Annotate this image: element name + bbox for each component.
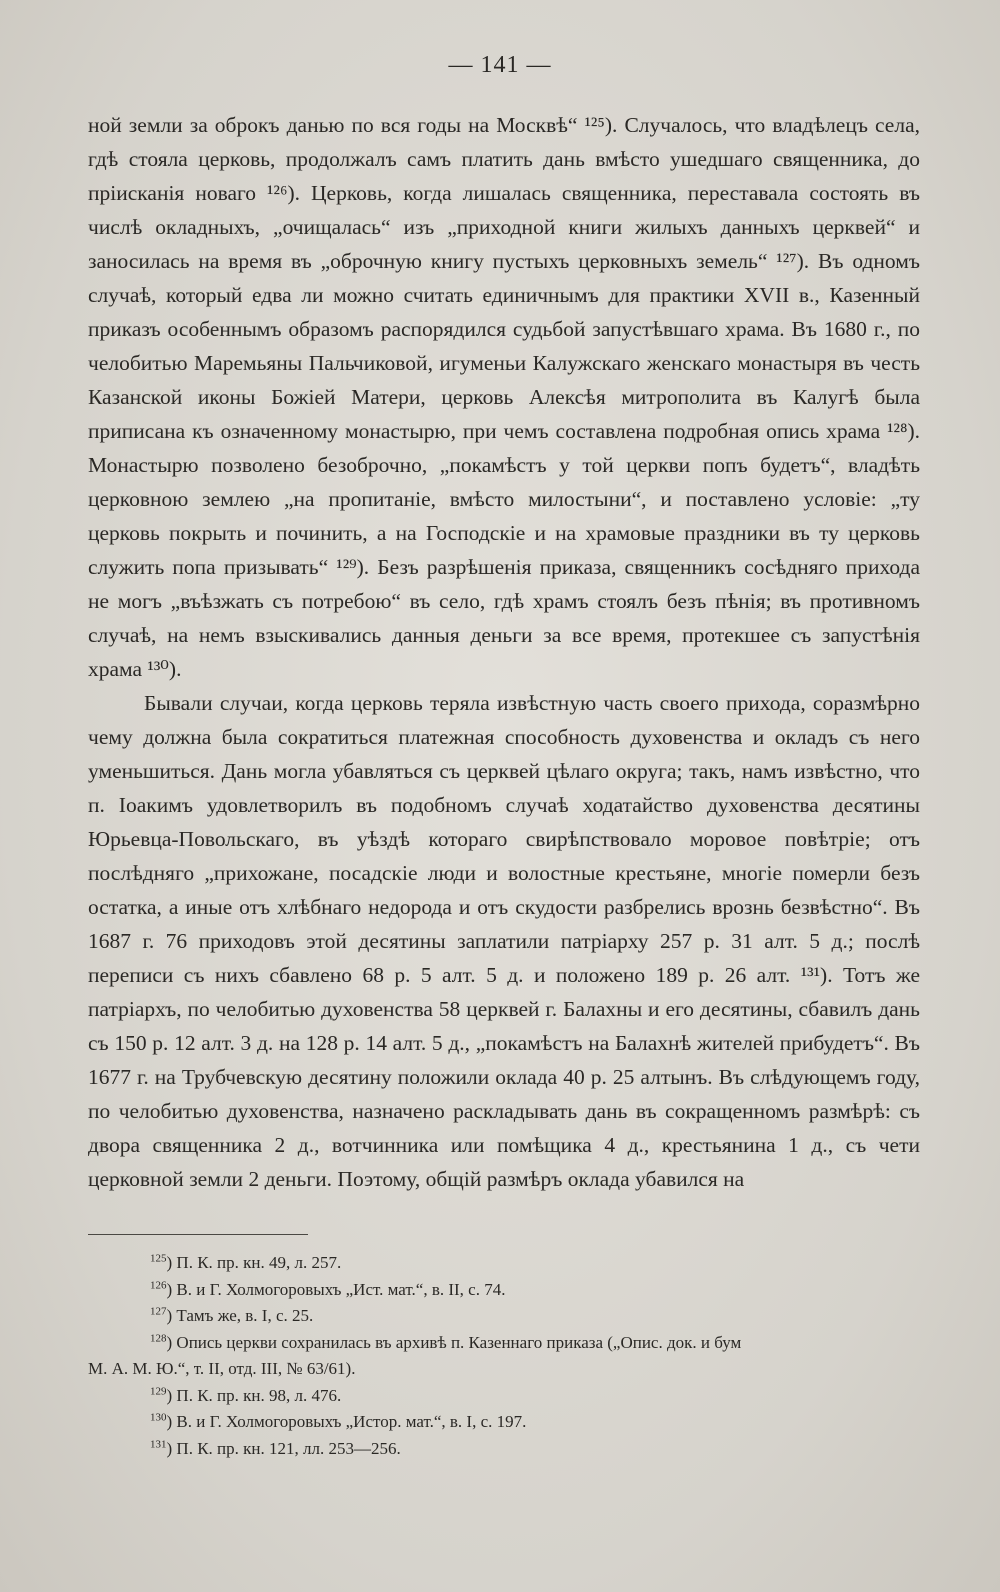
footnote-text: ) Опись церкви сохранилась въ архивѣ п. Казеннаго приказа („Опис. док. и бум (166, 1332, 742, 1352)
footnote-130 (88, 1409, 920, 1436)
footnote-number: 129 (150, 1384, 167, 1397)
footnote-128-continued (88, 1356, 920, 1383)
footnote-131 (88, 1436, 920, 1463)
footnote-number: 128 (150, 1331, 167, 1344)
footnote-129 (88, 1383, 920, 1410)
footnote-text: М. А. М. Ю.“, т. II, отд. III, № 63/61). (88, 1359, 356, 1378)
footnote-text: ) П. К. пр. кн. 121, лл. 253—256. (166, 1438, 401, 1458)
footnote-127 (88, 1303, 920, 1330)
footnote-text: ) В. и Г. Холмогоровыхъ „Ист. мат.“, в. II, с. 74. (166, 1279, 506, 1299)
footnote-128 (88, 1330, 920, 1357)
footnote-divider (88, 1234, 308, 1235)
footnote-125 (88, 1250, 920, 1277)
footnote-text: ) В. и Г. Холмогоровыхъ „Истор. мат.“, в. I, с. 197. (166, 1412, 527, 1431)
main-text (88, 108, 920, 1196)
footnote-number: 125 (150, 1252, 167, 1265)
footnote-text: ) П. К. пр. кн. 49, л. 257. (166, 1253, 342, 1272)
footnote-126 (88, 1277, 920, 1304)
footnote-number: 131 (150, 1437, 167, 1450)
footnote-number: 127 (150, 1305, 167, 1318)
paragraph-1: ной земли за оброкъ данью по вся годы на Москвѣ“ ¹²⁵). Случалось, что владѣлецъ села, гдѣ стояла церковь, продолжалъ самъ платить дань вмѣсто ушедшаго священника, до прiисканiя новаго ¹²⁶). Церковь, когда лишалась священника, переставала состоять въ числѣ окладныхъ, „очищалась“ изъ „приходной книги жилыхъ данныхъ церквей“ и заносилась на время въ „оброчную книгу пустыхъ церковныхъ земель“ ¹²⁷). Въ одномъ случаѣ, который едва ли можно считать единичнымъ для практики XVII в., Казенный приказъ особеннымъ образомъ распорядился судьбой запустѣвшаго храма. Въ 1680 г., по челобитью Марeмьяны Пальчиковой, игуменьи Калужскаго женскаго монастыря въ честь Казанской иконы Божiей Матери, церковь Алексѣя митрополита въ Калугѣ была приписана къ означенному монастырю, при чемъ составлена подробная опись храма ¹²⁸). Монастырю позволено безоброчно, „покамѣстъ у той церкви попъ будетъ“, владѣть церковною землею „на пропитанiе, вмѣсто милостыни“, и поставлено условiе: „ту церковь покрыть и починить, а на Господскiе и на храмовые праздники въ ту церковь служить попа призывать“ ¹²⁹). Безъ разрѣшенiя приказа, священникъ сосѣдняго прихода не могъ „въѣзжать съ потребою“ въ село, гдѣ храмъ стоялъ безъ пѣнiя; въ противномъ случаѣ, на немъ взыскивались данныя деньги за все время, протекшее съ запустѣнiя храма ¹³⁰). (88, 113, 920, 681)
footnotes (88, 1250, 920, 1462)
paragraph-2: Бывали случаи, когда церковь теряла извѣстную часть своего прихода, соразмѣрно чему должна была сократиться платежная способность духовенства и окладъ съ него уменьшиться. Дань могла убавляться съ церквей цѣлаго округа; такъ, намъ извѣстно, что п. Iоакимъ удовлетворилъ въ подобномъ случаѣ ходатайство духовенства десятины Юрьевца-Повольскаго, въ уѣздѣ котораго свирѣпствовало моровое повѣтрiе; отъ послѣдняго „прихожане, посадскiе люди и волостные крестьяне, многiе померли безъ остатка, а иные отъ хлѣбнаго недорода и отъ скудости разбрелись врознь безвѣстно“. Въ 1687 г. 76 приходовъ этой десятины заплатили патрiарху 257 р. 31 алт. 5 д.; послѣ переписи съ нихъ сбавлено 68 р. 5 алт. 5 д. и положено 189 р. 26 алт. ¹³¹). Тотъ же патрiархъ, по челобитью духовенства 58 церквей г. Балахны и его десятины, сбавилъ дань съ 150 р. 12 алт. 3 д. на 128 р. 14 алт. 5 д., „покамѣстъ на Балахнѣ жителей прибудетъ“. Въ 1677 г. на Трубчевскую десятину положили оклада 40 р. 25 алтынъ. Въ слѣдующемъ году, по челобитью духовенства, назначено раскладывать дань въ сокращенномъ размѣрѣ: съ двора священника 2 д., вотчинника или помѣщика 4 д., крестьянина 1 д., съ чети церковной земли 2 деньги. Поэтому, общiй размѣръ оклада убавился на (88, 691, 920, 1191)
footnote-number: 126 (150, 1278, 167, 1291)
footnote-text: ) Тамъ же, в. I, с. 25. (166, 1306, 314, 1325)
footnote-text: ) П. К. пр. кн. 98, л. 476. (166, 1385, 342, 1405)
page-number: — 141 — (448, 52, 552, 78)
footnote-number: 130 (150, 1411, 167, 1424)
